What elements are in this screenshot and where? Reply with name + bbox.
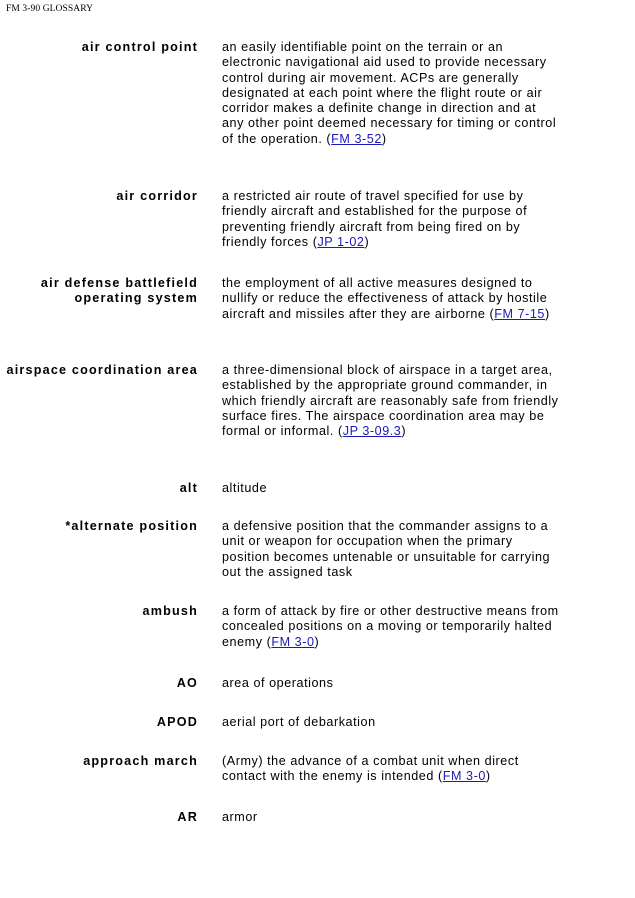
- definition-suffix: ): [381, 131, 387, 146]
- definition-suffix: ): [401, 424, 407, 439]
- reference-link[interactable]: JP 3-09.3: [342, 424, 402, 439]
- glossary-term: AO: [176, 676, 198, 690]
- glossary-definition: [222, 754, 562, 785]
- glossary-term: air corridor: [116, 189, 198, 203]
- definition-text: (Army) the advance of a combat unit when direct contact with the enemy is intended (: [222, 754, 519, 784]
- glossary-term: air control point: [81, 40, 198, 54]
- glossary-term: *alternate position: [65, 519, 198, 533]
- glossary-definition: a defensive position that the commander assigns to a unit or weapon for occupation when the primary position becomes untenable or unsuitable for carrying out the assigned task: [222, 519, 551, 579]
- definition-text: a form of attack by fire or other destructive means from concealed positions on a moving or temporarily halted enemy (: [222, 604, 559, 649]
- definition-suffix: ): [364, 234, 370, 249]
- glossary-term: air defense battlefield operating system: [40, 276, 198, 306]
- reference-link[interactable]: FM 3-0: [442, 769, 486, 784]
- definition-suffix: ): [544, 306, 550, 321]
- definition-text: a restricted air route of travel specified for use by friendly aircraft and established for the purpose of preventing friendly aircraft from being fired on by friendly forces (: [222, 189, 528, 249]
- reference-link[interactable]: FM 3-52: [331, 131, 382, 146]
- glossary-definition: [222, 189, 562, 250]
- glossary-term: airspace coordination area: [6, 363, 198, 377]
- glossary-term: ambush: [142, 604, 198, 618]
- glossary-definition: armor: [222, 810, 258, 824]
- definition-suffix: ): [485, 769, 491, 784]
- glossary-definition: altitude: [222, 481, 268, 495]
- glossary-definition: [222, 604, 562, 650]
- glossary-definition: [222, 40, 562, 147]
- glossary-term: APOD: [156, 715, 198, 729]
- definition-text: an easily identifiable point on the terrain or an electronic navigational aid used to provide necessary control during air movement. ACPs are generally designated at each point where the flight route or air corridor makes a definite change in direction and at any other point deemed necessary for timing or control of the operation. (: [222, 40, 557, 146]
- glossary-definition: aerial port of debarkation: [222, 715, 376, 729]
- glossary-term: AR: [177, 810, 198, 824]
- glossary-definition: [222, 276, 562, 322]
- glossary-term: approach march: [83, 754, 198, 768]
- reference-link[interactable]: JP 1-02: [317, 234, 365, 249]
- glossary-definition: area of operations: [222, 676, 334, 690]
- reference-link[interactable]: FM 7-15: [494, 306, 545, 321]
- reference-link[interactable]: FM 3-0: [271, 634, 315, 649]
- running-head: FM 3-90 GLOSSARY: [6, 4, 94, 14]
- definition-text: the employment of all active measures designed to nullify or reduce the effectiveness of attack by hostile aircraft and missiles after they are airborne (: [222, 276, 548, 321]
- definition-suffix: ): [314, 634, 320, 649]
- glossary-definition: [222, 363, 562, 439]
- glossary-term: alt: [179, 481, 198, 495]
- definition-text: a three-dimensional block of airspace in a target area, established by the appropriate ground commander, in which friendly aircraft are reasonably safe from friendly surface fires. The airspace coordination area may be formal or informal. (: [222, 363, 559, 439]
